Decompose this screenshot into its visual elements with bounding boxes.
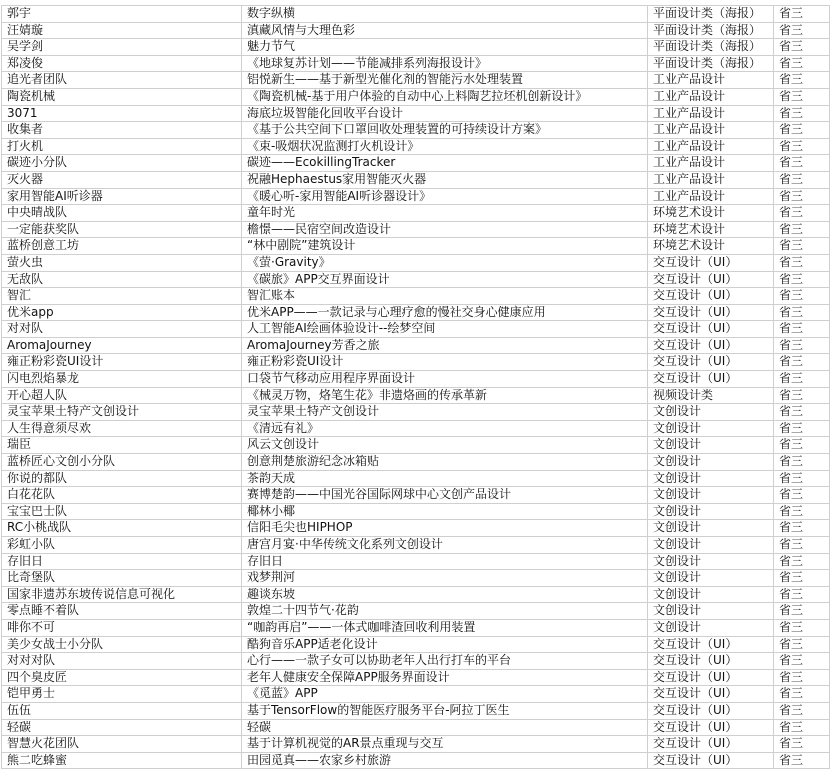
award-cell: 省三: [774, 603, 830, 620]
award-cell: 省三: [774, 122, 830, 139]
table-row: [2, 553, 830, 570]
work-title-cell: 优米APP——一款记录与心理疗愈的慢社交身心健康应用: [242, 304, 648, 321]
team-name-cell: 伍伍: [2, 702, 242, 719]
team-name-cell: 陶瓷机械: [2, 88, 242, 105]
table-row: [2, 122, 830, 139]
award-cell: 省三: [774, 736, 830, 753]
table-row: [2, 653, 830, 670]
table-row: [2, 719, 830, 736]
category-cell: 交互设计（UI）: [648, 321, 774, 338]
work-title-cell: 唐宫月宴·中华传统文化系列文创设计: [242, 537, 648, 554]
work-title-cell: 《械灵万物，烙笔生花》非遗烙画的传承革新: [242, 387, 648, 404]
team-name-cell: 熊二吃蜂蜜: [2, 752, 242, 769]
table-row: [2, 354, 830, 371]
category-cell: 交互设计（UI）: [648, 371, 774, 388]
table-row: [2, 254, 830, 271]
table-row: [2, 387, 830, 404]
table-row: [2, 188, 830, 205]
team-name-cell: 对对对队: [2, 653, 242, 670]
category-cell: 文创设计: [648, 537, 774, 554]
award-cell: 省三: [774, 354, 830, 371]
team-name-cell: 彩虹小队: [2, 537, 242, 554]
award-cell: 省三: [774, 669, 830, 686]
work-title-cell: 魅力节气: [242, 39, 648, 56]
award-cell: 省三: [774, 55, 830, 72]
award-cell: 省三: [774, 254, 830, 271]
category-cell: 交互设计（UI）: [648, 719, 774, 736]
work-title-cell: 基于TensorFlow的智能医疗服务平台-阿拉丁医生: [242, 702, 648, 719]
work-title-cell: 《暖心听-家用智能AI听诊器设计》: [242, 188, 648, 205]
team-name-cell: 追光者团队: [2, 72, 242, 89]
work-title-cell: 《陶瓷机械-基于用户体验的自动中心上料陶艺拉坯机创新设计》: [242, 88, 648, 105]
table-row: [2, 669, 830, 686]
award-cell: 省三: [774, 487, 830, 504]
work-title-cell: 滇藏风情与大理色彩: [242, 22, 648, 39]
category-cell: 工业产品设计: [648, 88, 774, 105]
team-name-cell: 瑞臣: [2, 437, 242, 454]
table-row: [2, 105, 830, 122]
category-cell: 平面设计类（海报）: [648, 39, 774, 56]
team-name-cell: 郑凌俊: [2, 55, 242, 72]
table-row: [2, 586, 830, 603]
table-row: [2, 288, 830, 305]
work-title-cell: 雍正粉彩瓷UI设计: [242, 354, 648, 371]
team-name-cell: 3071: [2, 105, 242, 122]
team-name-cell: 铠甲勇士: [2, 686, 242, 703]
team-name-cell: 对对队: [2, 321, 242, 338]
work-title-cell: 祝融Hephaestus家用智能灭火器: [242, 171, 648, 188]
table-row: [2, 304, 830, 321]
team-name-cell: 四个臭皮匠: [2, 669, 242, 686]
table-row: [2, 470, 830, 487]
team-name-cell: AromaJourney: [2, 337, 242, 354]
award-cell: 省三: [774, 454, 830, 471]
category-cell: 视频设计类: [648, 387, 774, 404]
table-row: [2, 238, 830, 255]
award-cell: 省三: [774, 619, 830, 636]
category-cell: 交互设计（UI）: [648, 702, 774, 719]
award-cell: 省三: [774, 553, 830, 570]
category-cell: 文创设计: [648, 420, 774, 437]
category-cell: 平面设计类（海报）: [648, 6, 774, 23]
work-title-cell: 茶韵天成: [242, 470, 648, 487]
team-name-cell: 国家非遗苏东坡传说信息可视化: [2, 586, 242, 603]
table-row: [2, 636, 830, 653]
team-name-cell: 碳迹小分队: [2, 155, 242, 172]
team-name-cell: 中央晴战队: [2, 205, 242, 222]
team-name-cell: 白花花队: [2, 487, 242, 504]
table-row: [2, 55, 830, 72]
work-title-cell: 《束-吸烟状况监测打火机设计》: [242, 138, 648, 155]
award-cell: 省三: [774, 321, 830, 338]
award-cell: 省三: [774, 586, 830, 603]
work-title-cell: 存旧日: [242, 553, 648, 570]
category-cell: 文创设计: [648, 520, 774, 537]
category-cell: 工业产品设计: [648, 138, 774, 155]
work-title-cell: 戏梦荆河: [242, 570, 648, 587]
category-cell: 环境艺术设计: [648, 221, 774, 238]
table-row: [2, 404, 830, 421]
category-cell: 交互设计（UI）: [648, 354, 774, 371]
work-title-cell: 铝悦新生——基于新型光催化剂的智能污水处理装置: [242, 72, 648, 89]
table-row: [2, 321, 830, 338]
work-title-cell: 风云文创设计: [242, 437, 648, 454]
work-title-cell: 老年人健康安全保障APP服务界面设计: [242, 669, 648, 686]
category-cell: 工业产品设计: [648, 171, 774, 188]
category-cell: 文创设计: [648, 487, 774, 504]
table-row: [2, 371, 830, 388]
team-name-cell: 吴学剑: [2, 39, 242, 56]
work-title-cell: 创意荆楚旅游纪念冰箱贴: [242, 454, 648, 471]
category-cell: 交互设计（UI）: [648, 752, 774, 769]
work-title-cell: 信阳毛尖也HIPHOP: [242, 520, 648, 537]
award-cell: 省三: [774, 636, 830, 653]
work-title-cell: “林中剧院”建筑设计: [242, 238, 648, 255]
table-row: [2, 271, 830, 288]
award-cell: 省三: [774, 39, 830, 56]
table-row: [2, 88, 830, 105]
table-row: [2, 603, 830, 620]
category-cell: 交互设计（UI）: [648, 288, 774, 305]
category-cell: 交互设计（UI）: [648, 686, 774, 703]
award-cell: 省三: [774, 171, 830, 188]
work-title-cell: 《基于公共空间下口罩回收处理装置的可持续设计方案》: [242, 122, 648, 139]
team-name-cell: 灭火器: [2, 171, 242, 188]
team-name-cell: 优米app: [2, 304, 242, 321]
table-row: [2, 420, 830, 437]
award-cell: 省三: [774, 271, 830, 288]
category-cell: 文创设计: [648, 470, 774, 487]
table-row: [2, 22, 830, 39]
work-title-cell: 《地球复苏计划——节能减排系列海报设计》: [242, 55, 648, 72]
category-cell: 文创设计: [648, 437, 774, 454]
award-cell: 省三: [774, 138, 830, 155]
work-title-cell: 口袋节气移动应用程序界面设计: [242, 371, 648, 388]
work-title-cell: 碳迹——EcokillingTracker: [242, 155, 648, 172]
category-cell: 交互设计（UI）: [648, 736, 774, 753]
results-table: [1, 5, 830, 769]
team-name-cell: 一定能获奖队: [2, 221, 242, 238]
award-cell: 省三: [774, 470, 830, 487]
category-cell: 交互设计（UI）: [648, 304, 774, 321]
table-row: [2, 6, 830, 23]
work-title-cell: 数字纵横: [242, 6, 648, 23]
table-row: [2, 171, 830, 188]
table-row: [2, 619, 830, 636]
team-name-cell: 你说的都队: [2, 470, 242, 487]
category-cell: 交互设计（UI）: [648, 653, 774, 670]
work-title-cell: 人工智能AI绘画体验设计--绘梦空间: [242, 321, 648, 338]
category-cell: 交互设计（UI）: [648, 636, 774, 653]
table-row: [2, 537, 830, 554]
work-title-cell: 敦煌二十四节气·花韵: [242, 603, 648, 620]
category-cell: 交互设计（UI）: [648, 254, 774, 271]
award-cell: 省三: [774, 437, 830, 454]
category-cell: 平面设计类（海报）: [648, 55, 774, 72]
award-cell: 省三: [774, 686, 830, 703]
team-name-cell: 郭宇: [2, 6, 242, 23]
team-name-cell: 人生得意须尽欢: [2, 420, 242, 437]
category-cell: 平面设计类（海报）: [648, 22, 774, 39]
work-title-cell: 《清远有礼》: [242, 420, 648, 437]
award-cell: 省三: [774, 570, 830, 587]
award-cell: 省三: [774, 503, 830, 520]
table-row: [2, 752, 830, 769]
award-cell: 省三: [774, 337, 830, 354]
team-name-cell: 闪电烈焰暴龙: [2, 371, 242, 388]
category-cell: 文创设计: [648, 454, 774, 471]
category-cell: 工业产品设计: [648, 105, 774, 122]
category-cell: 工业产品设计: [648, 122, 774, 139]
work-title-cell: 田园觅真——农家乡村旅游: [242, 752, 648, 769]
team-name-cell: 比奇堡队: [2, 570, 242, 587]
award-cell: 省三: [774, 404, 830, 421]
award-cell: 省三: [774, 6, 830, 23]
award-cell: 省三: [774, 719, 830, 736]
table-row: [2, 39, 830, 56]
work-title-cell: 灵宝苹果土特产文创设计: [242, 404, 648, 421]
award-cell: 省三: [774, 653, 830, 670]
team-name-cell: 汪婧璇: [2, 22, 242, 39]
team-name-cell: 打火机: [2, 138, 242, 155]
award-cell: 省三: [774, 105, 830, 122]
work-title-cell: 《觅蓝》APP: [242, 686, 648, 703]
team-name-cell: 收集者: [2, 122, 242, 139]
award-cell: 省三: [774, 88, 830, 105]
category-cell: 文创设计: [648, 553, 774, 570]
work-title-cell: 《碳旅》APP交互界面设计: [242, 271, 648, 288]
team-name-cell: 零点睡不着队: [2, 603, 242, 620]
award-cell: 省三: [774, 371, 830, 388]
category-cell: 文创设计: [648, 503, 774, 520]
award-cell: 省三: [774, 537, 830, 554]
work-title-cell: 檐憬——民宿空间改造设计: [242, 221, 648, 238]
category-cell: 环境艺术设计: [648, 205, 774, 222]
category-cell: 工业产品设计: [648, 72, 774, 89]
work-title-cell: 酷狗音乐APP适老化设计: [242, 636, 648, 653]
work-title-cell: AromaJourney芳香之旅: [242, 337, 648, 354]
table-row: [2, 487, 830, 504]
award-cell: 省三: [774, 288, 830, 305]
team-name-cell: 智慧火花团队: [2, 736, 242, 753]
award-cell: 省三: [774, 304, 830, 321]
category-cell: 文创设计: [648, 619, 774, 636]
table-row: [2, 520, 830, 537]
results-table-body: [2, 6, 830, 769]
award-cell: 省三: [774, 155, 830, 172]
team-name-cell: 智汇: [2, 288, 242, 305]
category-cell: 文创设计: [648, 570, 774, 587]
work-title-cell: 轻碳: [242, 719, 648, 736]
table-row: [2, 736, 830, 753]
team-name-cell: 开心超人队: [2, 387, 242, 404]
table-row: [2, 570, 830, 587]
table-row: [2, 503, 830, 520]
award-cell: 省三: [774, 188, 830, 205]
table-row: [2, 205, 830, 222]
work-title-cell: 海底垃圾智能化回收平台设计: [242, 105, 648, 122]
category-cell: 交互设计（UI）: [648, 271, 774, 288]
work-title-cell: 椰林小椰: [242, 503, 648, 520]
award-cell: 省三: [774, 520, 830, 537]
table-row: [2, 686, 830, 703]
category-cell: 文创设计: [648, 404, 774, 421]
category-cell: 工业产品设计: [648, 155, 774, 172]
award-cell: 省三: [774, 221, 830, 238]
team-name-cell: 宝宝巴士队: [2, 503, 242, 520]
table-row: [2, 437, 830, 454]
award-cell: 省三: [774, 22, 830, 39]
award-cell: 省三: [774, 387, 830, 404]
team-name-cell: 存旧日: [2, 553, 242, 570]
work-title-cell: 童年时光: [242, 205, 648, 222]
table-row: [2, 337, 830, 354]
team-name-cell: 啡你不可: [2, 619, 242, 636]
team-name-cell: 蓝桥匠心文创小分队: [2, 454, 242, 471]
table-row: [2, 138, 830, 155]
team-name-cell: 美少女战士小分队: [2, 636, 242, 653]
team-name-cell: RC小桃战队: [2, 520, 242, 537]
team-name-cell: 无敌队: [2, 271, 242, 288]
award-cell: 省三: [774, 420, 830, 437]
table-row: [2, 454, 830, 471]
award-cell: 省三: [774, 702, 830, 719]
team-name-cell: 家用智能AI听诊器: [2, 188, 242, 205]
team-name-cell: 萤火虫: [2, 254, 242, 271]
work-title-cell: 《萤·Gravity》: [242, 254, 648, 271]
award-cell: 省三: [774, 238, 830, 255]
team-name-cell: 轻碳: [2, 719, 242, 736]
team-name-cell: 雍正粉彩瓷UI设计: [2, 354, 242, 371]
award-cell: 省三: [774, 205, 830, 222]
category-cell: 文创设计: [648, 586, 774, 603]
work-title-cell: 基于计算机视觉的AR景点重现与交互: [242, 736, 648, 753]
team-name-cell: 灵宝苹果土特产文创设计: [2, 404, 242, 421]
award-cell: 省三: [774, 752, 830, 769]
table-row: [2, 702, 830, 719]
table-row: [2, 221, 830, 238]
category-cell: 交互设计（UI）: [648, 669, 774, 686]
work-title-cell: 心行——一款子女可以协助老年人出行打车的平台: [242, 653, 648, 670]
award-cell: 省三: [774, 72, 830, 89]
work-title-cell: 赛博楚韵——中国光谷国际网球中心文创产品设计: [242, 487, 648, 504]
category-cell: 工业产品设计: [648, 188, 774, 205]
category-cell: 环境艺术设计: [648, 238, 774, 255]
table-row: [2, 155, 830, 172]
work-title-cell: 智汇账本: [242, 288, 648, 305]
category-cell: 文创设计: [648, 603, 774, 620]
work-title-cell: 趣谈东坡: [242, 586, 648, 603]
table-row: [2, 72, 830, 89]
team-name-cell: 蓝桥创意工坊: [2, 238, 242, 255]
category-cell: 交互设计（UI）: [648, 337, 774, 354]
work-title-cell: “咖韵再启”——一体式咖啡渣回收利用装置: [242, 619, 648, 636]
